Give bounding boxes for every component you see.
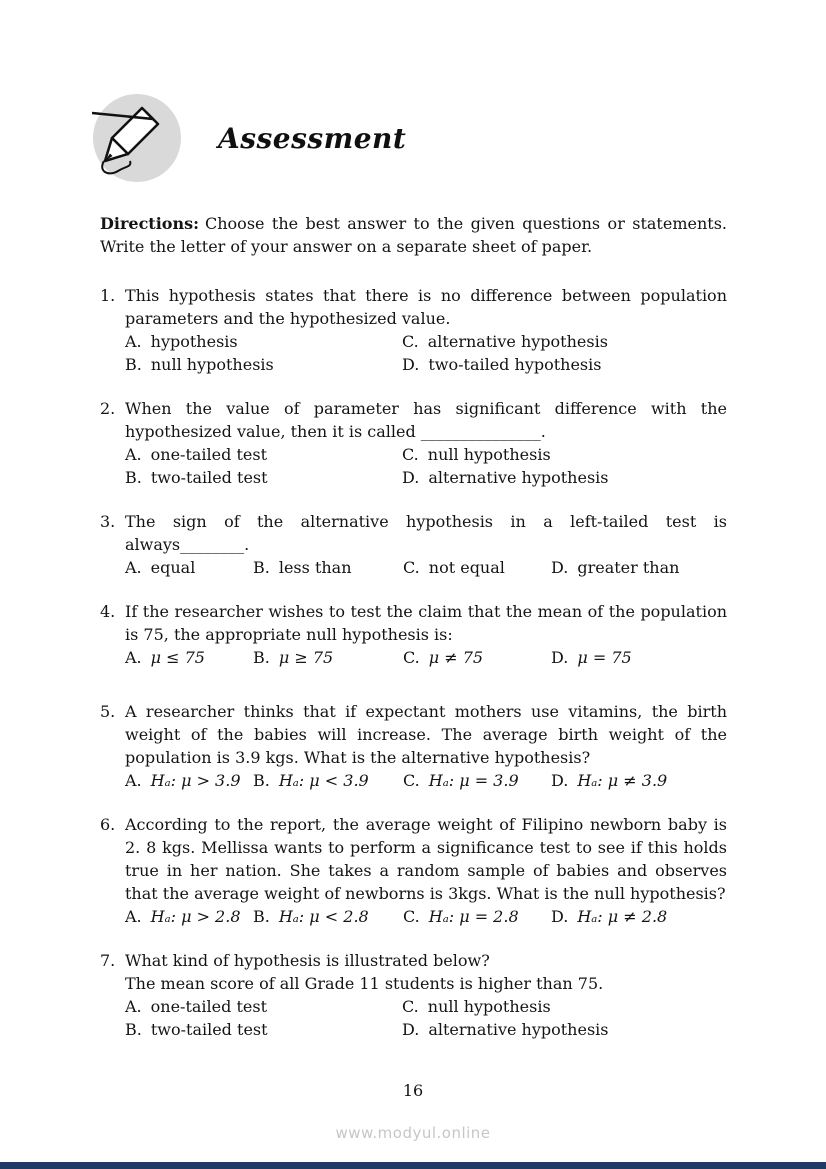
- question-number: 7.: [100, 951, 116, 970]
- option: [253, 905, 403, 928]
- option-text: Hₐ: μ = 3.9: [428, 771, 519, 790]
- option-text: Hₐ: μ < 3.9: [278, 771, 369, 790]
- bottom-bar: [0, 1162, 826, 1169]
- option: [125, 995, 402, 1018]
- option-letter: B.: [125, 468, 142, 487]
- question-text: According to the report, the average weight of Filipino newborn baby is 2. 8 kgs. Mellissa wants to perform a significance test to see if this holds true in her nation. She takes a random sample of babies and observes that the average weight of newborns is 3kgs. What is the null hypothesis?: [125, 815, 727, 903]
- option-text: null hypothesis: [427, 445, 551, 464]
- option-letter: A.: [125, 558, 142, 577]
- question-6: [100, 813, 727, 928]
- option-letter: B.: [125, 1020, 142, 1039]
- directions-text: Choose the best answer to the given questions or statements. Write the letter of your answer on a separate sheet of paper.: [100, 214, 727, 256]
- option: [551, 769, 727, 792]
- question-subtext: The mean score of all Grade 11 students is higher than 75.: [125, 974, 604, 993]
- option-text: Hₐ: μ ≠ 3.9: [577, 771, 668, 790]
- option: [125, 556, 253, 579]
- option-letter: B.: [253, 907, 270, 926]
- question-text: When the value of parameter has significant difference with the hypothesized value, then it is called _______________.: [125, 399, 727, 441]
- option-text: one-tailed test: [150, 997, 267, 1016]
- watermark: www.modyul.online: [335, 1124, 491, 1142]
- option: [402, 330, 727, 353]
- option-letter: B.: [253, 771, 270, 790]
- option-text: equal: [150, 558, 196, 577]
- option-letter: B.: [253, 648, 270, 667]
- question-text: If the researcher wishes to test the claim that the mean of the population is 75, the appropriate null hypothesis is:: [125, 602, 727, 644]
- option-text: Hₐ: μ < 2.8: [278, 907, 369, 926]
- question-options: [125, 646, 727, 669]
- page-content: [100, 92, 727, 1062]
- question-options: [125, 556, 727, 579]
- option-letter: C.: [402, 332, 419, 351]
- option: [253, 646, 403, 669]
- option-text: alternative hypothesis: [428, 468, 609, 487]
- option-letter: B.: [125, 355, 142, 374]
- option-text: greater than: [577, 558, 680, 577]
- page-number: 16: [402, 1081, 424, 1100]
- option: [403, 769, 551, 792]
- option: [551, 905, 727, 928]
- option: [125, 443, 402, 466]
- question-options: [125, 330, 727, 376]
- question-number: 3.: [100, 512, 116, 531]
- assessment-header: [100, 92, 727, 184]
- option-text: μ ≤ 75: [150, 648, 205, 667]
- option: [551, 646, 727, 669]
- option-text: Hₐ: μ > 2.8: [150, 907, 241, 926]
- option-text: two-tailed test: [150, 468, 268, 487]
- option-letter: C.: [403, 907, 420, 926]
- option-text: less than: [278, 558, 352, 577]
- option-text: μ ≠ 75: [428, 648, 484, 667]
- option-letter: D.: [402, 1020, 420, 1039]
- question-2: [100, 397, 727, 489]
- option: [402, 1018, 727, 1041]
- option: [403, 905, 551, 928]
- option: [125, 646, 253, 669]
- question-number: 2.: [100, 399, 116, 418]
- option-letter: D.: [402, 355, 420, 374]
- option-letter: D.: [551, 771, 569, 790]
- option: [253, 769, 403, 792]
- option: [125, 330, 402, 353]
- directions-paragraph: [100, 212, 727, 258]
- option-letter: A.: [125, 771, 142, 790]
- option: [125, 905, 253, 928]
- option: [125, 769, 253, 792]
- question-options: [125, 995, 727, 1041]
- option-text: two-tailed test: [150, 1020, 268, 1039]
- option-letter: A.: [125, 332, 142, 351]
- option-letter: D.: [551, 907, 569, 926]
- question-text: The sign of the alternative hypothesis in a left-tailed test is always________.: [125, 512, 727, 554]
- question-options: [125, 443, 727, 489]
- pencil-icon: [92, 93, 182, 183]
- question-text: A researcher thinks that if expectant mothers use vitamins, the birth weight of the babies will increase. The average birth weight of the population is 3.9 kgs. What is the alternative hypothesis?: [125, 702, 727, 767]
- option-text: null hypothesis: [150, 355, 274, 374]
- question-number: 4.: [100, 602, 116, 621]
- question-3: [100, 510, 727, 579]
- option-text: not equal: [428, 558, 505, 577]
- question-text: This hypothesis states that there is no difference between population parameters and the hypothesized value.: [125, 286, 727, 328]
- question-number: 5.: [100, 702, 116, 721]
- question-7: [100, 949, 727, 1041]
- option-letter: C.: [403, 558, 420, 577]
- option-text: Hₐ: μ > 3.9: [150, 771, 241, 790]
- question-1: [100, 284, 727, 376]
- option: [125, 466, 402, 489]
- option-text: hypothesis: [150, 332, 238, 351]
- option: [253, 556, 403, 579]
- option-text: Hₐ: μ ≠ 2.8: [577, 907, 668, 926]
- option-text: Hₐ: μ = 2.8: [428, 907, 519, 926]
- option: [125, 353, 402, 376]
- option-letter: A.: [125, 648, 142, 667]
- option-text: alternative hypothesis: [428, 1020, 609, 1039]
- question-options: [125, 905, 727, 928]
- question-number: 6.: [100, 815, 116, 834]
- question-4: [100, 600, 727, 669]
- option-text: alternative hypothesis: [427, 332, 608, 351]
- option-text: μ = 75: [577, 648, 632, 667]
- option: [402, 353, 727, 376]
- question-list: [100, 284, 727, 1041]
- option-text: two-tailed hypothesis: [428, 355, 602, 374]
- option: [125, 1018, 402, 1041]
- option: [551, 556, 727, 579]
- option: [402, 443, 727, 466]
- option-letter: C.: [402, 445, 419, 464]
- option: [402, 995, 727, 1018]
- question-text: What kind of hypothesis is illustrated below?: [125, 951, 490, 970]
- option-letter: C.: [403, 648, 420, 667]
- option-letter: C.: [403, 771, 420, 790]
- option-letter: D.: [551, 558, 569, 577]
- question-options: [125, 769, 727, 792]
- option-letter: B.: [253, 558, 270, 577]
- option-letter: D.: [402, 468, 420, 487]
- directions-label: Directions:: [100, 214, 199, 233]
- question-number: 1.: [100, 286, 116, 305]
- option-letter: D.: [551, 648, 569, 667]
- page-title: Assessment: [218, 121, 407, 155]
- option: [402, 466, 727, 489]
- option-text: null hypothesis: [427, 997, 551, 1016]
- question-5: [100, 700, 727, 792]
- option-letter: C.: [402, 997, 419, 1016]
- option: [403, 646, 551, 669]
- option-text: μ ≥ 75: [278, 648, 334, 667]
- option-letter: A.: [125, 445, 142, 464]
- option-text: one-tailed test: [150, 445, 267, 464]
- option-letter: A.: [125, 997, 142, 1016]
- option: [403, 556, 551, 579]
- option-letter: A.: [125, 907, 142, 926]
